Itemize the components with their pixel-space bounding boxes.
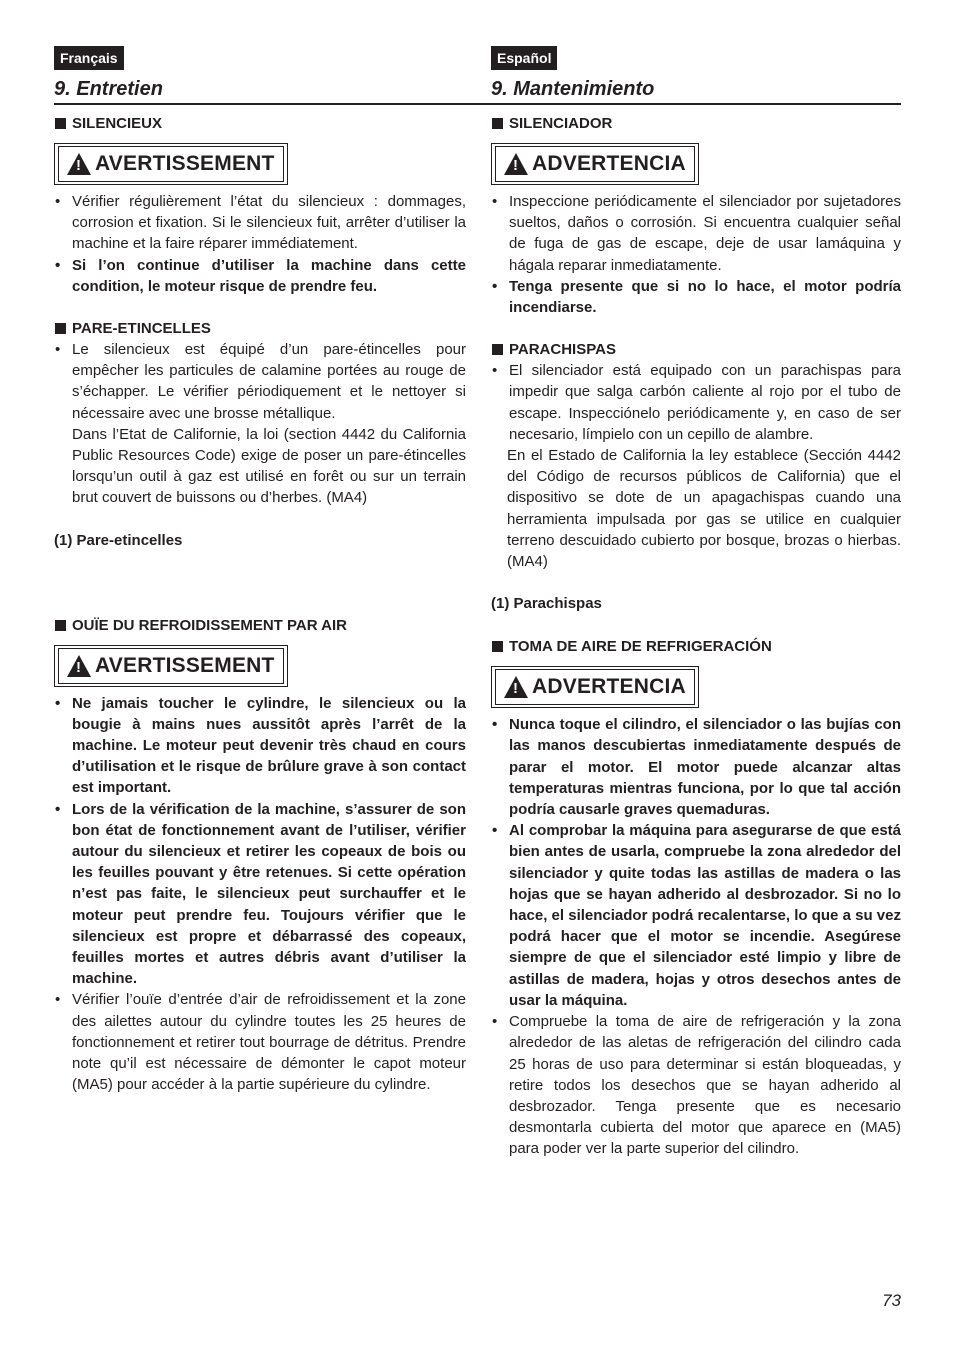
silencer-heading: SILENCIADOR xyxy=(491,113,901,134)
section-title: 9. Mantenimiento xyxy=(491,78,655,100)
warning-box xyxy=(54,645,288,687)
figure-caption: (1) Parachispas xyxy=(491,595,602,613)
air-heading: OUÏE DU REFROIDISSEMENT PAR AIR xyxy=(54,615,466,636)
spark-paragraph: En el Estado de California la ley establece (Sección 4442 del Código de recursos públicos de California) que el dispositivo se dote de un apagachispas cuando una herramienta impulsada por gas se utilice en cualquier terreno descuidado cubierto por bosque, brozas o hierbas. (MA4) xyxy=(507,447,901,571)
language-tab: Español xyxy=(491,46,557,70)
list-item: • Tenga presente que si no lo hace, el motor podría incendiarse. xyxy=(491,276,901,318)
warning-label: AVERTISSEMENT xyxy=(95,653,275,677)
list-item: • Le silencieux est équipé d’un pare-étincelles pour empêcher les particules de calamine portées au rouge de s’échapper. Le vérifier périodiquement et le nettoyer si nécessaire avec une brosse métallique. xyxy=(54,339,466,424)
language-tab: Français xyxy=(54,46,124,70)
list-item: • Nunca toque el cilindro, el silenciador o las bujías con las manos descubiertas inmediatamente después de parar el motor. El motor puede alcanzar altas temperaturas mientras funciona, por lo que tal acción podría causarle graves quemaduras. xyxy=(491,714,901,820)
list-item: • Inspeccione periódicamente el silenciador por sujetadores sueltos, daños o corrosión. Si encuentra cualquier señal de fuga de gas de escape, deje de usar lamáquina y hágala reparar inmediatamente. xyxy=(491,191,901,276)
silencer-heading: SILENCIEUX xyxy=(54,113,466,134)
warning-label: AVERTISSEMENT xyxy=(95,152,275,175)
section-title: 9. Entretien xyxy=(54,78,163,100)
list-item: • El silenciador está equipado con un parachispas para impedir que salga carbón caliente al rojo por el tubo de escape. Inspecciónelo periódicamente y, en caso de ser necesario, límpielo con un cepillo de alambre. xyxy=(491,360,901,445)
spark-paragraph: Dans l’Etat de Californie, la loi (section 4442 du California Public Resources Code) exige de poser un pare-étincelles lorsqu’un outil à gaz est utilisé en forêt ou sur un terrain brut couvert de buissons ou d’herbes. (MA4) xyxy=(72,425,466,507)
warning-box xyxy=(491,666,699,708)
spark-heading: PARACHISPAS xyxy=(491,339,901,360)
spark-heading: PARE-ETINCELLES xyxy=(54,318,466,339)
list-item: • Compruebe la toma de aire de refrigeración y la zona alrededor de las aletas de refrigeración del cilindro cada 25 horas de uso para determinar si están bloqueadas, y retire todos los desechos que se hayan adherido al desbrozador. Tenga presente que es necesario desmontarla cubierta del motor que aparece en (MA5) para poder ver la parte superior del cilindro. xyxy=(491,1011,901,1159)
list-item: • Si l’on continue d’utiliser la machine dans cette condition, le moteur risque de prendre feu. xyxy=(54,255,466,297)
list-item: • Vérifier régulièrement l’état du silencieux : dommages, corrosion et fixation. Si le silencieux fuit, arrêter d’utiliser la machine et la faire réparer immédiatement. xyxy=(54,191,466,255)
warning-icon: ! xyxy=(67,153,91,175)
warning-icon: ! xyxy=(504,153,528,175)
list-item: • Vérifier l’ouïe d’entrée d’air de refroidissement et la zone des ailettes autour du cylindre toutes les 25 heures de fonctionnement et retirer tout bourrage de détritus. Prendre note qu’il est nécessaire de démonter le capot moteur (MA5) pour accéder à la partie supérieure du cylindre. xyxy=(54,989,466,1095)
warning-icon: ! xyxy=(67,655,91,677)
warning-icon: ! xyxy=(504,676,528,698)
figure-caption: (1) Pare-etincelles xyxy=(54,531,183,549)
warning-label: ADVERTENCIA xyxy=(532,152,686,175)
warning-label: ADVERTENCIA xyxy=(532,675,686,699)
list-item: • Lors de la vérification de la machine, s’assurer de son bon état de fonctionnement avant de l’utiliser, vérifier autour du silencieux et retirer les copeaux de bois ou les feuilles pouvant y être retenues. Si cette opération n’est pas faite, le silencieux peut surchauffer et le moteur peut prendre feu. Toujours vérifier que le silencieux est propre et débarrassé des copeaux, feuilles mortes et autres débris avant d’utiliser la machine. xyxy=(54,799,466,990)
warning-box xyxy=(491,143,699,185)
column-french xyxy=(54,46,466,1096)
list-item: • Al comprobar la máquina para asegurarse de que está bien antes de usarla, compruebe la zona alrededor del silenciador y quite todas las astillas de madera o las hojas que se hayan adherido al desbrozador. Si no lo hace, el silenciador podrá recalentarse, lo que a su vez podrá hacer que el motor se incendie. Asegúrese siempre de que el silenciador esté limpio y libre de astillas de madera, hojas y otros desechos antes de usar la máquina. xyxy=(491,820,901,1011)
list-item: • Ne jamais toucher le cylindre, le silencieux ou la bougie à mains nues aussitôt après l’arrêt de la machine. Le moteur peut devenir très chaud en cours d’utilisation et le risque de brûlure grave à son contact est important. xyxy=(54,693,466,799)
air-heading: TOMA DE AIRE DE REFRIGERACIÓN xyxy=(491,636,901,657)
warning-box xyxy=(54,143,288,185)
column-spanish xyxy=(491,46,901,1160)
page-number: 73 xyxy=(882,1291,901,1310)
